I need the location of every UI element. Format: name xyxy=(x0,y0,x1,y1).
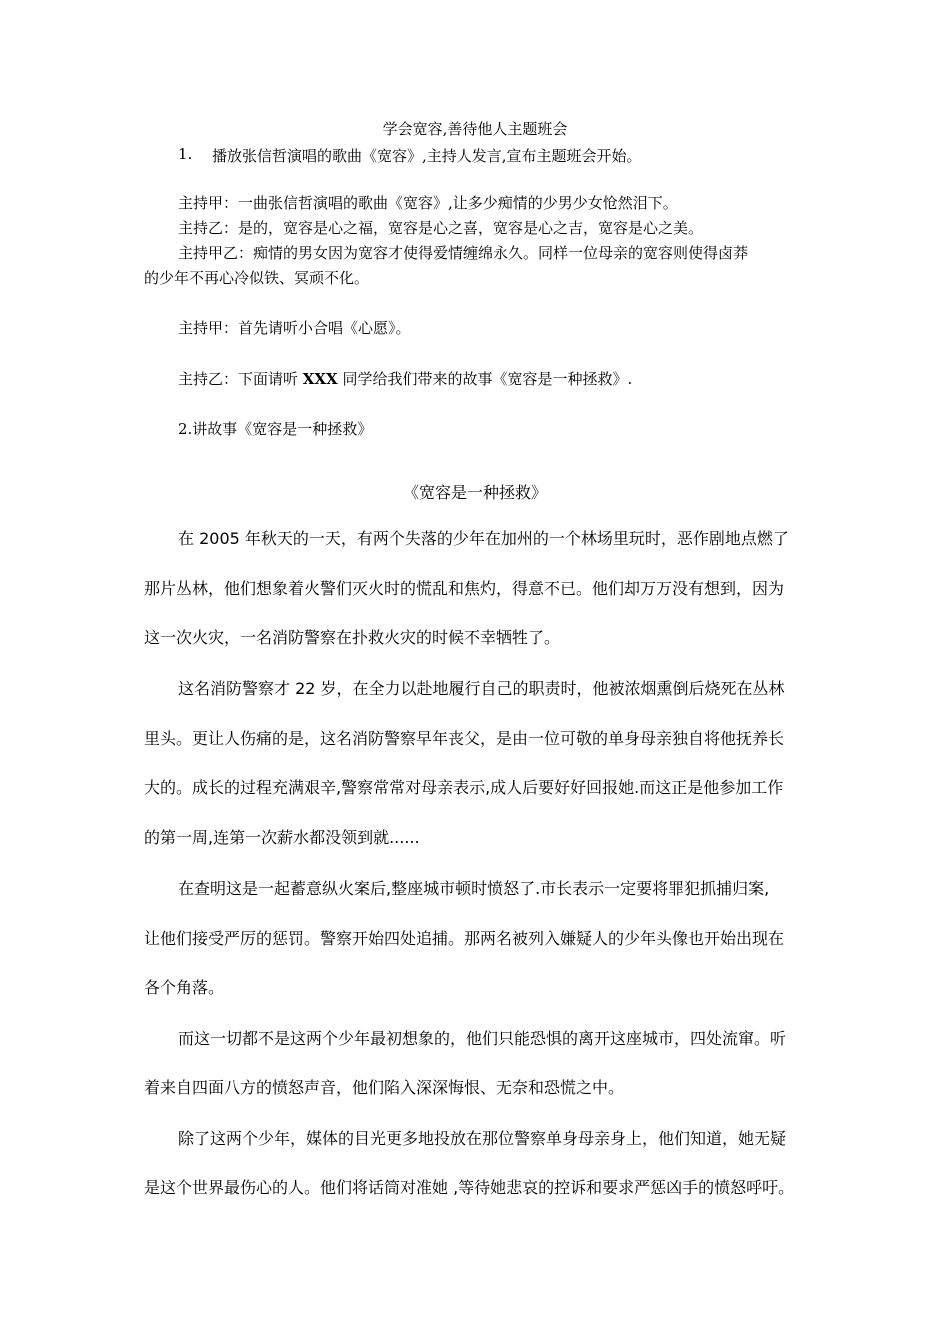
dialogue-line-5 xyxy=(178,368,632,389)
story-line: 着来自四面八方的愤怒声音，他们陷入深深悔恨、无奈和恐慌之中。 xyxy=(144,1078,625,1097)
dialogue-line-5-pre: 主持乙：下面请听 xyxy=(178,370,303,388)
story-line: 除了这两个少年，媒体的目光更多地投放在那位警察单身母亲身上，他们知道，她无疑 xyxy=(178,1129,787,1148)
story-line: 是这个世界最伤心的人。他们将话筒对准她 ,等待她悲哀的控诉和要求严惩凶手的愤怒呼吁。 xyxy=(144,1178,795,1197)
story-line: 大的。成长的过程充满艰辛,警察常常对母亲表示,成人后要好好回报她.而这正是他参加工作 xyxy=(144,778,784,797)
story-line: 而这一切都不是这两个少年最初想象的，他们只能恐惧的离开这座城市，四处流窜。听 xyxy=(178,1029,787,1048)
story-line: 的第一周,连第一次薪水都没领到就...... xyxy=(144,828,420,847)
story-line: 在 2005 年秋天的一天，有两个失落的少年在加州的一个林场里玩时，恶作剧地点燃了 xyxy=(178,529,789,548)
section-1-number: 1. xyxy=(178,145,193,163)
story-line: 这一次火灾，一名消防警察在扑救火灾的时候不幸牺牲了。 xyxy=(144,628,561,647)
story-line: 在查明这是一起蓄意纵火案后,整座城市顿时愤怒了.市长表示一定要将罪犯抓捕归案, xyxy=(178,879,770,898)
section-2-text: 2.讲故事《宽容是一种拯救》 xyxy=(178,420,373,438)
document-title: 学会宽容,善待他人主题班会 xyxy=(382,120,568,138)
story-line: 让他们接受严厉的惩罚。警察开始四处追捕。那两名被列入嫌疑人的少年头像也开始出现在 xyxy=(144,929,785,948)
dialogue-line-3b: 的少年不再心冷似铁、冥顽不化。 xyxy=(144,269,370,287)
dialogue-line-2: 主持乙：是的，宽容是心之福，宽容是心之喜，宽容是心之吉，宽容是心之美。 xyxy=(178,219,704,237)
section-1-text: 播放张信哲演唱的歌曲《宽容》,主持人发言,宣布主题班会开始。 xyxy=(212,147,642,165)
dialogue-line-5-post: 同学给我们带来的故事《宽容是一种拯救》. xyxy=(337,370,633,388)
story-line: 那片丛林，他们想象着火警们灭火时的慌乱和焦灼，得意不已。他们却万万没有想到，因为 xyxy=(144,579,785,598)
dialogue-line-4: 主持甲：首先请听小合唱《心愿》。 xyxy=(178,319,411,337)
dialogue-line-1: 主持甲：一曲张信哲演唱的歌曲《宽容》,让多少痴情的少男少女怆然泪下。 xyxy=(178,194,678,212)
story-title: 《宽容是一种拯救》 xyxy=(402,483,547,502)
student-placeholder: XXX xyxy=(302,370,338,388)
story-line: 各个角落。 xyxy=(144,978,225,997)
story-line: 里头。更让人伤痛的是，这名消防警察早年丧父，是由一位可敬的单身母亲独自将他抚养长 xyxy=(144,729,785,748)
story-line: 这名消防警察才 22 岁，在全力以赴地履行自己的职责时，他被浓烟熏倒后烧死在丛林 xyxy=(178,679,785,698)
dialogue-line-3a: 主持甲乙：痴情的男女因为宽容才使得爱情缠绵永久。同样一位母亲的宽容则使得卤莽 xyxy=(178,244,749,262)
